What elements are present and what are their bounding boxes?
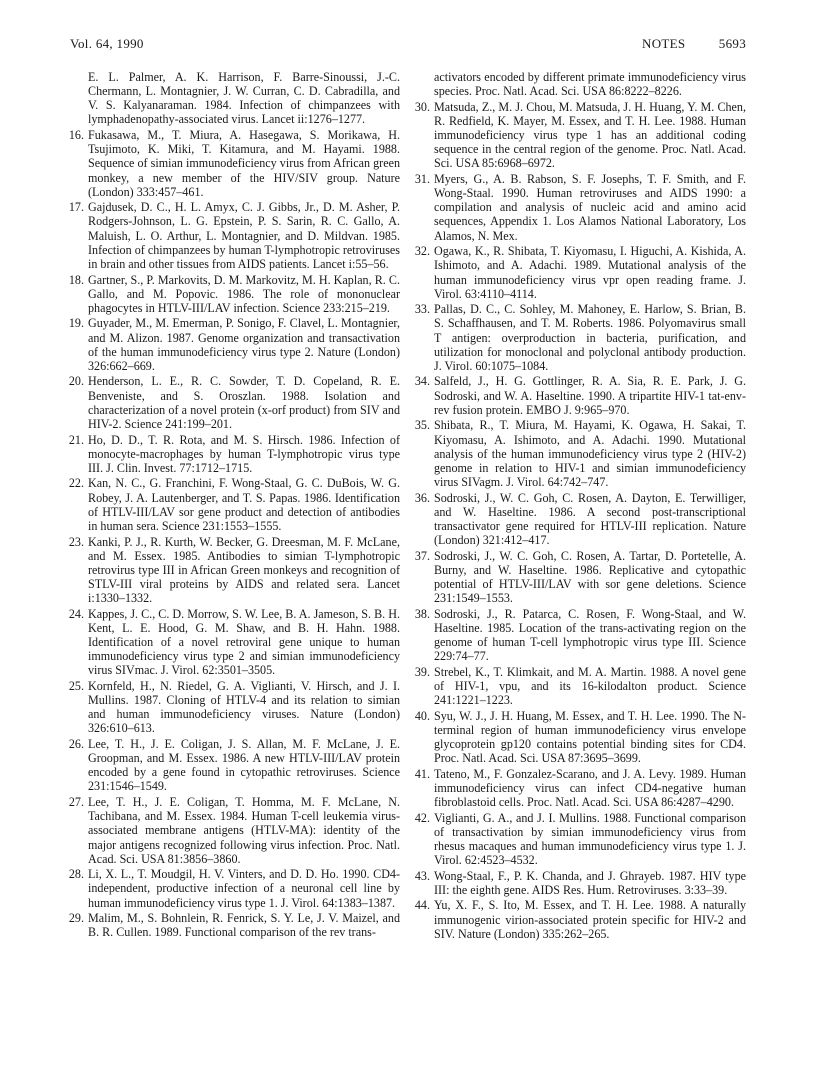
reference-text: Viglianti, G. A., and J. I. Mullins. 1988. Functional comparison of transactivation by simian immunodeficiency virus from rhesus macaques and human immunodeficiency virus type 1. J. Virol. 62:4523–4532. bbox=[434, 810, 746, 868]
reference-text: Malim, M., S. Bohnlein, R. Fenrick, S. Y. Le, J. V. Maizel, and B. R. Cullen. 1989. Functional comparison of the rev trans- bbox=[88, 911, 400, 940]
reference-entry bbox=[416, 491, 746, 548]
reference-entry bbox=[70, 911, 400, 939]
reference-number: 28. bbox=[68, 867, 84, 882]
reference-number: 24. bbox=[68, 606, 84, 621]
reference-text: Strebel, K., T. Klimkait, and M. A. Martin. 1988. A novel gene of HIV-1, vpu, and its 16-kilodalton product. Science 241:1221–1223. bbox=[434, 664, 746, 708]
reference-text: E. L. Palmer, A. K. Harrison, F. Barre-Sinoussi, J.-C. Chermann, L. Montagnier, J. W. Curran, C. D. Cabradilla, and V. S. Kalyanaraman. 1984. Infection of chimpanzees with lymphadenopathy-associated virus. Lancet ii:1276–1277. bbox=[88, 70, 400, 127]
reference-text: Kan, N. C., G. Franchini, F. Wong-Staal, G. C. DuBois, W. G. Robey, J. A. Lautenberger, and T. S. Papas. 1986. Identification of HTLV-III/LAV sor gene product and detection of antibodies in human sera. Science 231:1553–1555. bbox=[88, 476, 400, 533]
reference-number: 36. bbox=[414, 490, 430, 505]
reference-number: 27. bbox=[68, 795, 84, 810]
reference-entry bbox=[416, 665, 746, 707]
reference-entry bbox=[70, 433, 400, 475]
reference-text: Gartner, S., P. Markovits, D. M. Markovitz, M. H. Kaplan, R. C. Gallo, and M. Popovic. 1986. The role of mononuclear phagocytes in HTLV-III/LAV infection. Science 233:215–219. bbox=[88, 272, 400, 315]
reference-text: Myers, G., A. B. Rabson, S. F. Josephs, T. F. Smith, and F. Wong-Staal. 1990. Human retroviruses and AIDS 1990: a compilation and analysis of nucleic acid and amino acid sequences, Appendix 1. Los Alamos National Laboratory, Los Alamos, N. Mex. bbox=[434, 171, 746, 243]
reference-text: Matsuda, Z., M. J. Chou, M. Matsuda, J. H. Huang, Y. M. Chen, R. Redfield, K. Mayer, M. Essex, and T. H. Lee. 1988. Human immunodeficiency virus type 1 has an additional coding sequence in the central region of the genome. Proc. Natl. Acad. Sci. USA 85:6968–6972. bbox=[434, 99, 746, 171]
reference-text: Tateno, M., F. Gonzalez-Scarano, and J. A. Levy. 1989. Human immunodeficiency virus can infect CD4-negative human fibroblastoid cells. Proc. Natl. Acad. Sci. USA 86:4287–4290. bbox=[434, 766, 746, 810]
reference-entry bbox=[416, 70, 746, 98]
left-reference-column bbox=[70, 70, 400, 941]
reference-number: 22. bbox=[68, 476, 84, 491]
reference-number: 31. bbox=[414, 171, 430, 186]
reference-entry bbox=[70, 316, 400, 373]
reference-number: 34. bbox=[414, 374, 430, 389]
reference-entry bbox=[416, 100, 746, 171]
reference-entry bbox=[416, 172, 746, 243]
reference-entry bbox=[416, 549, 746, 606]
right-reference-column bbox=[416, 70, 746, 942]
reference-text: Guyader, M., M. Emerman, P. Sonigo, F. Clavel, L. Montagnier, and M. Alizon. 1987. Genome organization and transactivation of the human immunodeficiency virus type 2. Nature (London) 326:662–669. bbox=[88, 316, 400, 373]
reference-text: Li, X. L., T. Moudgil, H. V. Vinters, and D. D. Ho. 1990. CD4-independent, productive infection of a neuronal cell line by human immunodeficiency virus type 1. J. Virol. 64:1383–1387. bbox=[88, 867, 400, 910]
reference-text: Henderson, L. E., R. C. Sowder, T. D. Copeland, R. E. Benveniste, and S. Oroszlan. 1988. Isolation and characterization of a novel protein (x-orf product) from SIV and HIV-2. Science 241:199–201. bbox=[88, 374, 400, 431]
reference-number: 29. bbox=[68, 911, 84, 926]
reference-entry bbox=[70, 795, 400, 866]
reference-number: 44. bbox=[414, 898, 430, 913]
reference-entry bbox=[416, 869, 746, 897]
reference-text: Kappes, J. C., C. D. Morrow, S. W. Lee, B. A. Jameson, S. B. H. Kent, L. E. Hood, G. M. Shaw, and B. H. Hahn. 1988. Identification of a novel retroviral gene unique to human immunodeficiency virus type 2 and simian immunodeficiency virus SIVmac. J. Virol. 62:3501–3505. bbox=[88, 606, 400, 678]
reference-number: 16. bbox=[68, 128, 84, 143]
reference-text: Salfeld, J., H. G. Gottlinger, R. A. Sia, R. E. Park, J. G. Sodroski, and W. A. Haseltine. 1990. A tripartite HIV-1 tat-env-rev fusion protein. EMBO J. 9:965–970. bbox=[434, 374, 746, 417]
reference-text: Ho, D. D., T. R. Rota, and M. S. Hirsch. 1986. Infection of monocyte-macrophages by human T-lymphotropic virus type III. J. Clin. Invest. 77:1712–1715. bbox=[88, 432, 400, 475]
reference-text: Kanki, P. J., R. Kurth, W. Becker, G. Dreesman, M. F. McLane, and M. Essex. 1985. Antibodies to simian T-lymphotropic retrovirus type III in African Green monkeys and recognition of STLV-III viral proteins by AIDS and related sera. Lancet i:1330–1332. bbox=[88, 534, 400, 606]
reference-number: 40. bbox=[414, 708, 430, 723]
reference-text: Sodroski, J., W. C. Goh, C. Rosen, A. Dayton, E. Terwilliger, and W. Haseltine. 1986. A second post-transcriptional transactivator gene required for HTLV-III replication. Nature (London) 321:412–417. bbox=[434, 490, 746, 548]
reference-entry bbox=[70, 679, 400, 736]
reference-text: Fukasawa, M., T. Miura, A. Hasegawa, S. Morikawa, H. Tsujimoto, K. Miki, T. Kitamura, and M. Hayami. 1988. Sequence of simian immunodeficiency virus from African green monkey, a new member of the HIV/SIV group. Nature (London) 333:457–461. bbox=[88, 128, 400, 199]
reference-number: 20. bbox=[68, 374, 84, 389]
reference-entry bbox=[416, 607, 746, 664]
reference-entry bbox=[416, 418, 746, 489]
reference-text: activators encoded by different primate immunodeficiency virus species. Proc. Natl. Acad. Sci. USA 86:8222–8226. bbox=[434, 70, 746, 99]
reference-text: Sodroski, J., W. C. Goh, C. Rosen, A. Tartar, D. Portetelle, A. Burny, and W. Haseltine. 1986. Replicative and cytopathic potential of HTLV-III/LAV with sor gene deletions. Science 231:1549–1553. bbox=[434, 548, 746, 606]
reference-entry bbox=[70, 737, 400, 794]
page-header bbox=[70, 36, 746, 56]
reference-text: Lee, T. H., J. E. Coligan, J. S. Allan, M. F. McLane, J. E. Groopman, and M. Essex. 1986. A new HTLV-III/LAV protein encoded by a gene found in cytopathic retroviruses. Science 231:1546–1549. bbox=[88, 737, 400, 794]
reference-entry bbox=[416, 302, 746, 373]
reference-number: 37. bbox=[414, 548, 430, 563]
reference-number: 42. bbox=[414, 810, 430, 825]
reference-text: Wong-Staal, F., P. K. Chanda, and J. Ghrayeb. 1987. HIV type III: the eighth gene. AIDS Res. Hum. Retroviruses. 3:33–39. bbox=[434, 868, 746, 897]
reference-entry bbox=[70, 535, 400, 606]
reference-number: 35. bbox=[414, 418, 430, 433]
reference-number: 26. bbox=[68, 737, 84, 751]
volume-label: Vol. 64, 1990 bbox=[70, 36, 144, 51]
reference-entry bbox=[416, 811, 746, 868]
reference-entry bbox=[70, 70, 400, 127]
reference-number: 25. bbox=[68, 678, 84, 693]
reference-text: Yu, X. F., S. Ito, M. Essex, and T. H. Lee. 1988. A naturally immunogenic virion-associated protein specific for HIV-2 and SIV. Nature (London) 335:262–265. bbox=[434, 898, 746, 941]
reference-entry bbox=[416, 709, 746, 766]
reference-number: 43. bbox=[414, 868, 430, 883]
reference-entry bbox=[70, 607, 400, 678]
reference-text: Shibata, R., T. Miura, M. Hayami, K. Ogawa, H. Sakai, T. Kiyomasu, A. Ishimoto, and A. Adachi. 1990. Mutational analysis of the human immunodeficiency virus type 2 (HIV-2) genome in relation to HIV-1 and simian immunodeficiency virus SIVagm. J. Virol. 64:742–747. bbox=[434, 418, 746, 489]
reference-entry bbox=[70, 200, 400, 271]
reference-text: Ogawa, K., R. Shibata, T. Kiyomasu, I. Higuchi, A. Kishida, A. Ishimoto, and A. Adachi. 1989. Mutational analysis of the human immunodeficiency virus vpr open reading frame. J. Virol. 63:4110–4114. bbox=[434, 244, 746, 301]
reference-entry bbox=[70, 273, 400, 315]
reference-number: 41. bbox=[414, 766, 430, 781]
reference-text: Gajdusek, D. C., H. L. Amyx, C. J. Gibbs, Jr., D. M. Asher, P. Rodgers-Johnson, L. G. Epstein, P. S. Sarin, R. C. Gallo, A. Maluish, L. O. Arthur, L. Montagnier, and D. Mildvan. 1985. Infection of chimpanzees by human T-lymphotropic retroviruses in brain and other tissues from AIDS patients. Lancet i:55–56. bbox=[88, 200, 400, 271]
section-label: NOTES bbox=[642, 36, 686, 51]
reference-text: Lee, T. H., J. E. Coligan, T. Homma, M. F. McLane, N. Tachibana, and M. Essex. 1984. Human T-cell leukemia virus-associated membrane antigens (HTLV-MA): identity of the major antigens recognized following virus infection. Proc. Natl. Acad. Sci. USA 81:3856–3860. bbox=[88, 795, 400, 866]
reference-number: 32. bbox=[414, 244, 430, 259]
reference-number: 17. bbox=[68, 200, 84, 215]
reference-entry bbox=[70, 128, 400, 199]
reference-entry bbox=[416, 767, 746, 809]
reference-number: 23. bbox=[68, 534, 84, 549]
reference-number: 30. bbox=[414, 99, 430, 114]
reference-number: 39. bbox=[414, 664, 430, 679]
reference-number: 21. bbox=[68, 432, 84, 447]
reference-entry bbox=[70, 867, 400, 909]
reference-number: 38. bbox=[414, 606, 430, 621]
reference-text: Sodroski, J., R. Patarca, C. Rosen, F. Wong-Staal, and W. Haseltine. 1985. Location of the trans-activating region on the genome of human T-cell lymphotropic virus type III. Science 229:74–77. bbox=[434, 606, 746, 664]
reference-number: 33. bbox=[414, 302, 430, 317]
reference-text: Kornfeld, H., N. Riedel, G. A. Viglianti, V. Hirsch, and J. I. Mullins. 1987. Cloning of HTLV-4 and its relation to simian and human immunodeficiency viruses. Nature (London) 326:610–613. bbox=[88, 678, 400, 736]
reference-entry bbox=[70, 374, 400, 431]
reference-number: 18. bbox=[68, 272, 84, 287]
reference-number: 19. bbox=[68, 316, 84, 331]
reference-entry bbox=[70, 476, 400, 533]
reference-text: Pallas, D. C., C. Sohley, M. Mahoney, E. Harlow, S. Brian, B. S. Schaffhausen, and T. M. Roberts. 1986. Polyomavirus small T antigen: overproduction in bacteria, purification, and utilization for monoclonal and polyclonal antibody production. J. Virol. 60:1075–1084. bbox=[434, 302, 746, 373]
reference-entry bbox=[416, 244, 746, 301]
reference-entry bbox=[416, 374, 746, 416]
reference-text: Syu, W. J., J. H. Huang, M. Essex, and T. H. Lee. 1990. The N-terminal region of human immunodeficiency virus envelope glycoprotein gp120 contains potential binding sites for CD4. Proc. Natl. Acad. Sci. USA 87:3695–3699. bbox=[434, 708, 746, 766]
reference-entry bbox=[416, 898, 746, 940]
page-number: 5693 bbox=[718, 36, 746, 51]
